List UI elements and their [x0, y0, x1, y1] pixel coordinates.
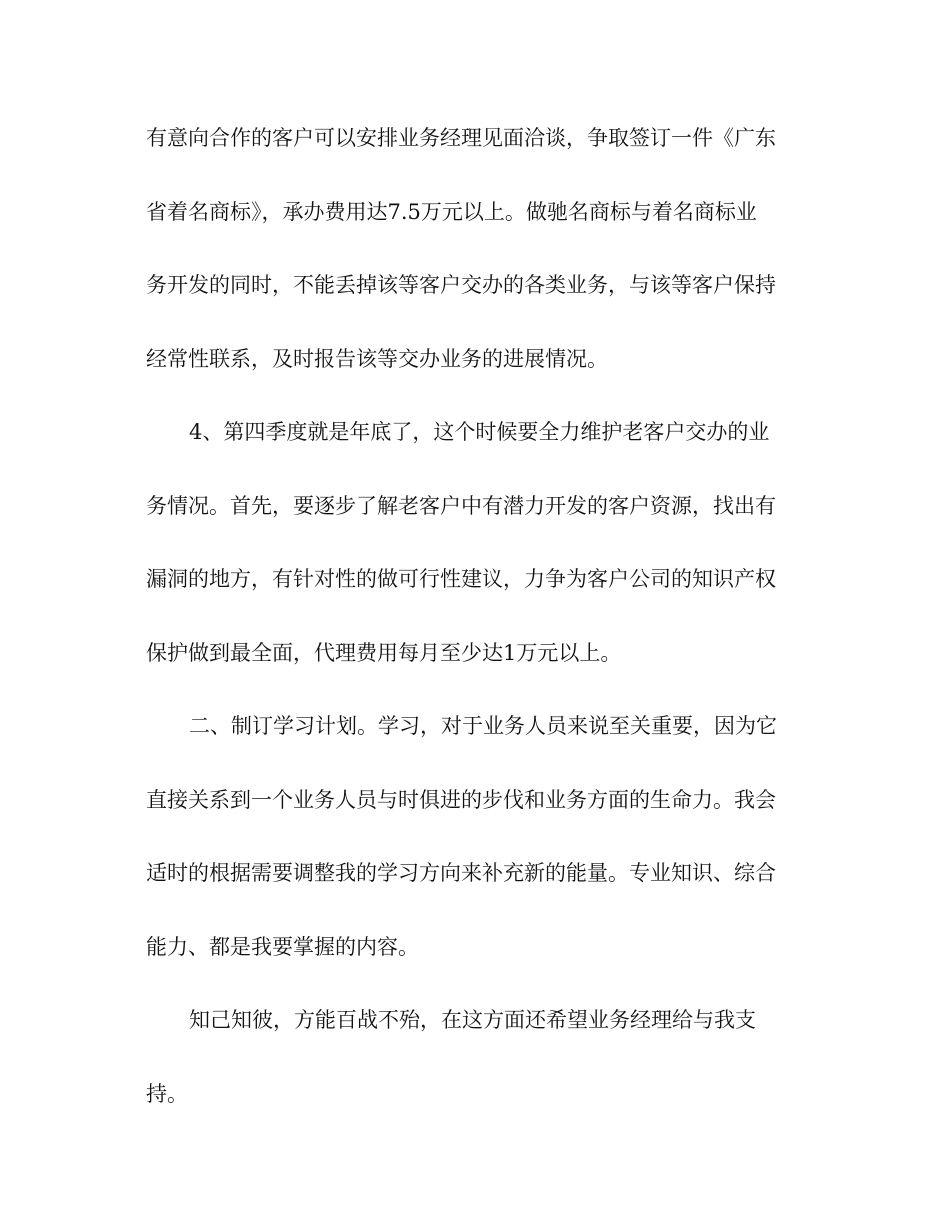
text-line-2: 省着名商标》，承办费用达7.5万元以上。做驰名商标与着名商标业 [146, 199, 757, 224]
document-body [146, 112, 806, 1141]
text-line-13: 知己知彼，方能百战不殆，在这方面还希望业务经理给与我支 [189, 1008, 756, 1032]
text-line-4: 经常性联系，及时报告该等交办业务的进展情况。 [146, 346, 608, 371]
text-line-8: 保护做到最全面，代理费用每月至少达1万元以上。 [146, 640, 622, 665]
text-line-11: 适时的根据需要调整我的学习方向来补充新的能量。专业知识、综合 [146, 861, 776, 885]
text-line-10: 直接关系到一个业务人员与时俱进的步伐和业务方面的生命力。我会 [146, 787, 776, 812]
text-line-6: 务情况。首先，要逐步了解老客户中有潜力开发的客户资源，找出有 [146, 493, 776, 518]
text-line-12: 能力、都是我要掌握的内容。 [146, 934, 419, 959]
text-line-5: 4、第四季度就是年底了，这个时候要全力维护老客户交办的业 [189, 420, 770, 444]
text-line-7: 漏洞的地方，有针对性的做可行性建议，力争为客户公司的知识产权 [146, 567, 776, 591]
text-line-14: 持。 [146, 1081, 188, 1106]
text-line-1: 有意向合作的客户可以安排业务经理见面洽谈，争取签订一件《广东 [146, 126, 776, 150]
text-line-3: 务开发的同时，不能丢掉该等客户交办的各类业务，与该等客户保持 [146, 273, 776, 297]
text-line-9: 二、制订学习计划。学习，对于业务人员来说至关重要，因为它 [189, 714, 777, 738]
